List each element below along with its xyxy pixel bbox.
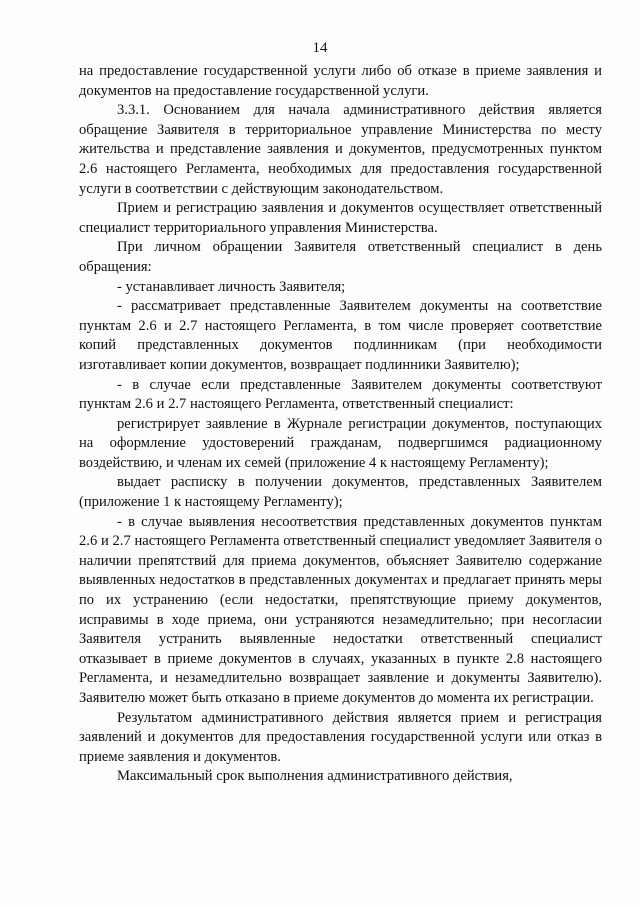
paragraph-continuation: на предоставление государственной услуги либо об отказе в приеме заявления и документов на предоставление государственной услуги. <box>79 63 602 99</box>
paragraph-registers: регистрирует заявление в Журнале регистрации документов, поступающих на оформление удостоверений гражданам, подвергшимся радиационному воздействию, и членам их семей (приложение 4 к настоящему Регламенту); <box>79 415 602 471</box>
list-item-compliance: - в случае если представленные Заявителем документы соответствуют пунктам 2.6 и 2.7 настоящего Регламента, ответственный специалист: <box>79 376 602 413</box>
list-item-noncompliance: - в случае выявления несоответствия представленных документов пунктам 2.6 и 2.7 настоящего Регламента ответственный специалист уведомляет Заявителя о наличии препятствий для приема документов, объясняет Заявителю содержание выявленных недостатков в представленных документах и предлагает принять меры по их устранению (если недостатки, препятствующие приему документов, исправимы в ходе приема, они устраняются незамедлительно; при несогласии Заявителя устранить выявленные недостатки ответственный специалист отказывает в приеме документов в случаях, указанных в пункте 2.8 настоящего Регламента, и незамедлительно возвращает заявление и документы Заявителю). Заявителю может быть отказано в приеме документов до момента их регистрации. <box>79 513 602 706</box>
paragraph-receipt: выдает расписку в получении документов, представленных Заявителем (приложение 1 к настоящему Регламенту); <box>79 474 602 511</box>
paragraph-3-3-1: 3.3.1. Основанием для начала административного действия является обращение Заявителя в территориальное управление Министерства по месту жительства и представление заявления и документов, предусмотренных пунктом 2.6 настоящего Регламента, необходимых для предоставления государственной услуги в соответствии с действующим законодательством. <box>79 102 602 197</box>
paragraph-result: Результатом административного действия является прием и регистрация заявлений и документов для предоставления государственной услуги или отказ в приеме заявления и документов. <box>79 709 602 765</box>
paragraph-reception: Прием и регистрацию заявления и документов осуществляет ответственный специалист территориального управления Министерства. <box>79 200 602 236</box>
paragraph-personal-visit: При личном обращении Заявителя ответственный специалист в день обращения: <box>79 239 602 275</box>
paragraph-max-term: Максимальный срок выполнения административного действия, <box>117 768 513 785</box>
list-item-identity: - устанавливает личность Заявителя; <box>117 278 346 295</box>
page-number: 14 <box>312 40 328 56</box>
list-item-review: - рассматривает представленные Заявителем документы на соответствие пунктам 2.6 и 2.7 настоящего Регламента, в том числе проверяет соответствие копий представленных документов подлинникам (при необходимости изготавливает копии документов, возвращает подлинники Заявителю); <box>79 298 602 373</box>
document-body <box>79 62 602 787</box>
